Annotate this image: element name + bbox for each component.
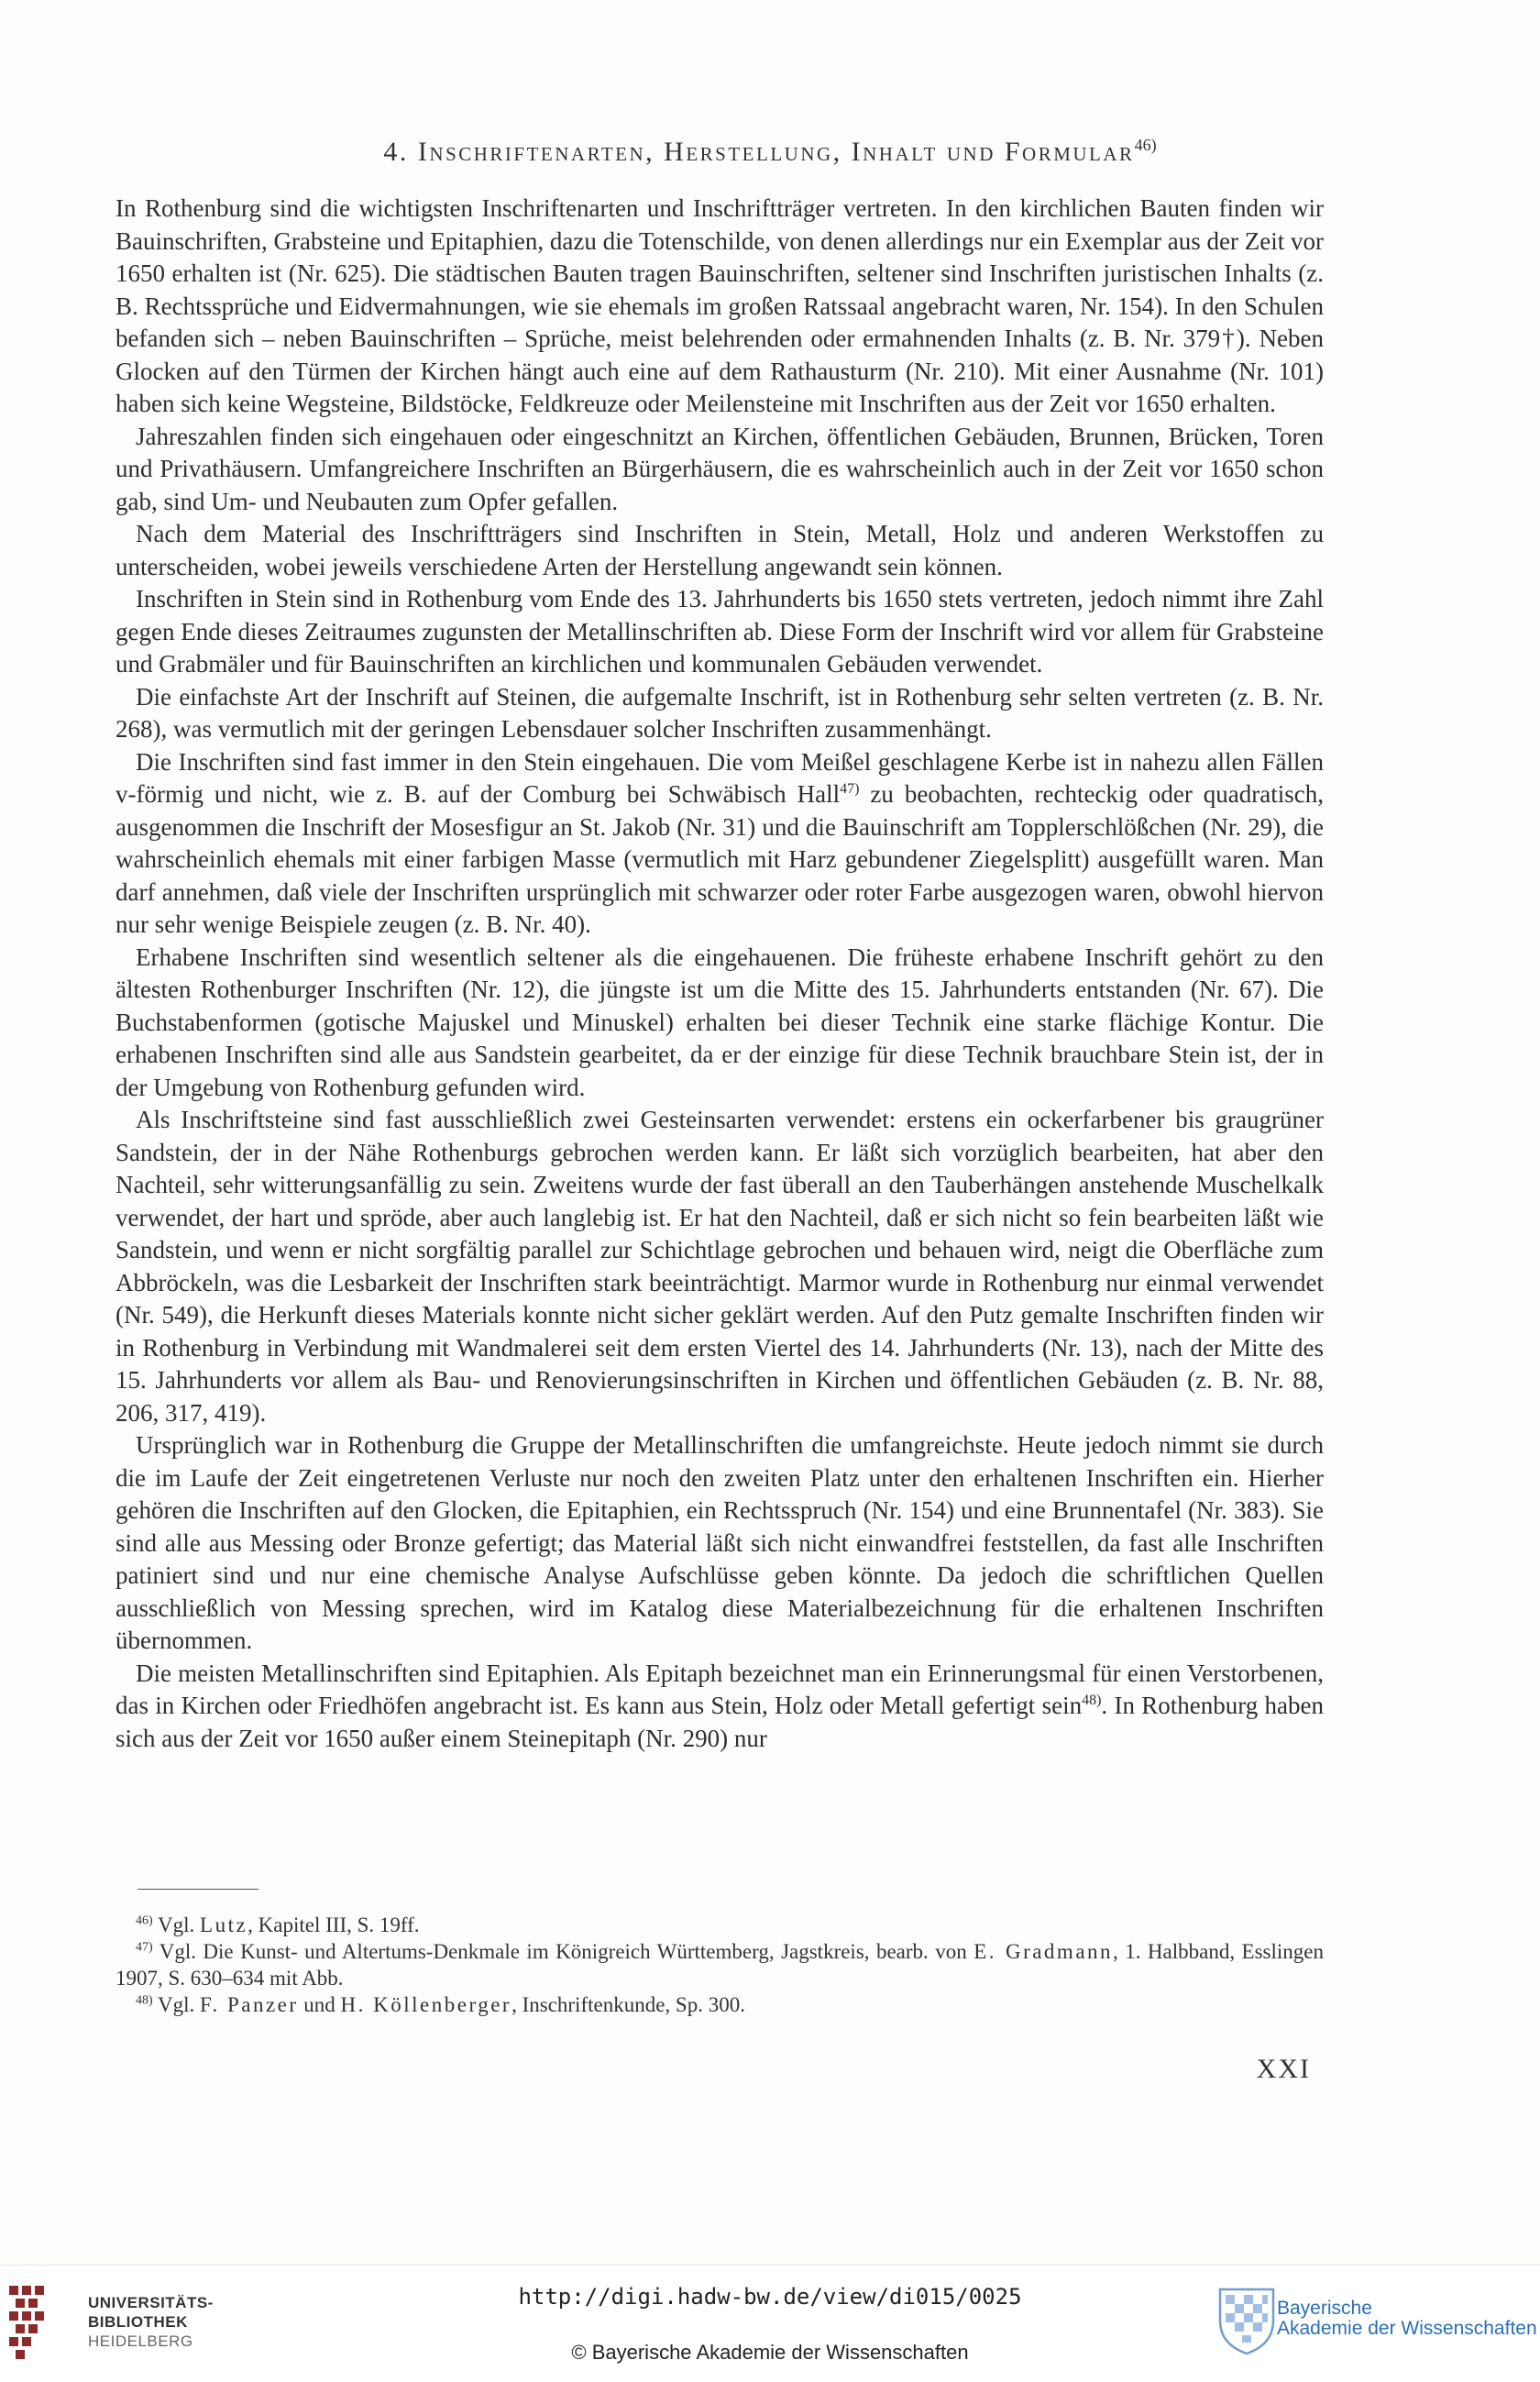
footnote-text: Vgl. (158, 1913, 201, 1936)
paragraph: Erhabene Inschriften sind wesentlich seltener als die eingehauenen. Die früheste erhabene Inschrift gehört zu den ältesten Rothenburger Inschriften (Nr. 12), die jüngste ist um die Mitte des 15. Jahrhunderts entstanden (Nr. 67). Die Buchstabenformen (gotische Majuskel und Minuskel) erhalten bei dieser Technik eine starke flächige Kontur. Die erhabenen Inschriften sind alle aus Sandstein gearbeitet, da er der einzige für diese Technik brauchbare Stein ist, der in der Umgebung von Rothenburg gefunden wird. (116, 943, 1324, 1101)
footnote-text: , Inschriftenkunde, Sp. 300. (512, 1993, 745, 2016)
footnote-text: Vgl. (158, 1993, 201, 2016)
copyright-notice: © Bayerische Akademie der Wissenschaften (571, 2341, 969, 2364)
footnote-mark: 47) (136, 1940, 153, 1955)
footnote-text: Vgl. Die Kunst- und Altertums-Denkmale im Königreich Württemberg, Jagstkreis, bearb. von (159, 1940, 974, 1963)
paragraph (116, 1658, 1324, 1756)
paragraph: Nach dem Material des Inschriftträgers sind Inschriften in Stein, Metall, Holz und anderen Werkstoffen zu unterscheiden, wobei jeweils verschiedene Arten der Herstellung angewandt sein können. (116, 520, 1324, 580)
paragraph: Als Inschriftsteine sind fast ausschließlich zwei Gesteinsarten verwendet: erstens ein ockerfarbener bis graugrüner Sandstein, der in der Nähe Rothenburgs gebrochen werden kann. Er läßt sich vorzüglich bearbeiten, hat aber den Nachteil, sehr witterungsanfällig zu sein. Zweitens wurde der fast überall an den Tauberhängen anstehende Muschelkalk verwendet, der hart und spröde, aber auch langlebig ist. Er hat den Nachteil, daß er sich nicht so fein bearbeiten läßt wie Sandstein, und wenn er nicht sorgfältig parallel zur Schichtlage gebrochen und behauen wird, neigt die Oberfläche zum Abbröckeln, was die Lesbarkeit der Inschriften stark beeinträchtigt. Marmor wurde in Rothenburg nur einmal verwendet (Nr. 549), die Herkunft dieses Materials konnte nicht sicher geklärt werden. Auf den Putz gemalte Inschriften finden wir in Rothenburg in Verbindung mit Wandmalerei seit dem ersten Viertel des 14. Jahrhunderts (Nr. 13), nach der Mitte des 15. Jahrhunderts vor allem als Bau- und Renovierungsinschriften in Kirchen und öffentlichen Gebäuden (z. B. Nr. 88, 206, 317, 419). (116, 1106, 1324, 1427)
academy-crest-icon[interactable] (1215, 2284, 1279, 2357)
viewer-footer (0, 2265, 1540, 2382)
paragraph (116, 746, 1324, 942)
paragraph-text: zu beobachten, rechteckig oder quadratisch, ausgenommen die Inschrift der Mosesfigur an St. Jakob (Nr. 31) und die Bauinschrift am Topplerschlößchen (Nr. 29), die wahrscheinlich ehemals mit einer farbigen Masse (vermutlich mit Harz gebundener Ziegelsplitt) ausgefüllt waren. Man darf annehmen, daß viele der Inschriften ursprünglich mit schwarzer oder roter Farbe ausgezogen waren, obwohl hiervon nur sehr wenige Beispiele zeugen (z. B. Nr. 40). (116, 780, 1325, 938)
paragraph-text: Die Inschriften sind fast immer in den Stein eingehauen. Die vom Meißel geschlagene Kerbe ist in nahezu allen Fällen v-förmig und nicht, wie z. B. auf der Comburg bei Schwäbisch Hall (116, 747, 1324, 808)
footnote-mark: 46) (136, 1913, 153, 1928)
footnote-text: , Kapitel III, S. 19ff. (248, 1913, 420, 1936)
heading-footnote-mark: 46) (1134, 136, 1157, 154)
page-number: XXI (1256, 2054, 1311, 2084)
footnote-reference[interactable]: 47) (840, 781, 860, 797)
academy-name-line: Bayerische (1277, 2298, 1372, 2319)
footnote-mark: 48) (136, 1993, 153, 2008)
footnote-text: und (298, 1993, 341, 2016)
section-heading (128, 136, 1412, 168)
paragraph: In Rothenburg sind die wichtigsten Inschriftenarten und Inschriftträger vertreten. In den kirchlichen Bauten finden wir Bauinschriften, Grabsteine und Epitaphien, dazu die Totenschilde, von denen allerdings nur ein Exemplar aus der Zeit vor 1650 erhalten ist (Nr. 625). Die städtischen Bauten tragen Bauinschriften, seltener sind Inschriften juristischen Inhalts (z. B. Rechtssprüche und Eidvermahnungen, wie sie ehemals im großen Ratssaal angebracht waren, Nr. 154). In den Schulen befanden sich – neben Bauinschriften – Sprüche, meist belehrenden oder ermahnenden Inhalts (z. B. Nr. 379†). Neben Glocken auf den Türmen der Kirchen hängt auch eine auf dem Rathausturm (Nr. 210). Mit einer Ausnahme (Nr. 101) haben sich keine Wegsteine, Bildstöcke, Feldkreuze oder Meilensteine mit Inschriften aus der Zeit vor 1650 erhalten. (116, 194, 1324, 417)
footnote-divider (138, 1889, 258, 1890)
paragraph: Die einfachste Art der Inschrift auf Steinen, die aufgemalte Inschrift, ist in Rothenburg sehr selten vertreten (z. B. Nr. 268), was vermutlich mit der geringen Lebensdauer solcher Inschriften zusammenhängt. (116, 682, 1324, 743)
paragraph-text: . In Rothenburg haben sich aus der Zeit vor 1650 außer einem Steinepitaph (Nr. 290) nur (116, 1692, 1324, 1752)
section-number: 4. (383, 137, 409, 167)
library-name-line: HEIDELBERG (88, 2332, 193, 2350)
paragraph: Ursprünglich war in Rothenburg die Gruppe der Metallinschriften die umfangreichste. Heute jedoch nimmt sie durch die im Laufe der Zeit eingetretenen Verluste nur noch den zweiten Platz unter den erhaltenen Inschriften ein. Hierher gehören die Inschriften auf den Glocken, die Epitaphien, ein Rechtsspruch (Nr. 154) und eine Brunnentafel (Nr. 383). Sie sind alle aus Messing oder Bronze gefertigt; das Material läßt sich nicht einwandfrei feststellen, da fast alle Inschriften patiniert sind und nur eine chemische Analyse Aufschlüsse geben könnte. Da jedoch die schriftlichen Quellen ausschließlich von Messing sprechen, wird im Katalog diese Materialbezeichnung für die erhaltenen Inschriften übernommen. (116, 1431, 1324, 1654)
footnote (116, 1912, 1324, 1938)
paragraph: Inschriften in Stein sind in Rothenburg vom Ende des 13. Jahrhunderts bis 1650 stets vertreten, jedoch nimmt ihre Zahl gegen Ende dieses Zeitraumes zugunsten der Metallinschriften ab. Diese Form der Inschrift wird vor allem für Grabsteine und Grabmäler und für Bauinschriften an kirchlichen und kommunalen Gebäuden verwendet. (116, 585, 1324, 678)
footnote-author: H. Köllenberger (340, 1993, 512, 2016)
permalink-url[interactable]: http://digi.hadw-bw.de/view/di015/0025 (518, 2284, 1022, 2310)
footnote-author: F. Panzer (200, 1993, 299, 2016)
library-name-line: UNIVERSITÄTS- (88, 2294, 214, 2311)
section-title: Inschriftenarten, Herstellung, Inhalt und Formular (417, 137, 1135, 167)
footnotes (116, 1912, 1324, 2018)
paragraph: Jahreszahlen finden sich eingehauen oder eingeschnitzt an Kirchen, öffentlichen Gebäuden, Brunnen, Brücken, Toren und Privathäusern. Umfangreichere Inschriften an Bürgerhäusern, die es wahrscheinlich auch in der Zeit vor 1650 schon gab, sind Um- und Neubauten zum Opfer gefallen. (116, 422, 1324, 515)
library-name-line: BIBLIOTHEK (88, 2313, 188, 2331)
footnote (116, 1991, 1324, 2018)
footnote-reference[interactable]: 48) (1082, 1693, 1102, 1708)
footnote-text: , 1. Halbband, Esslingen 1907, S. 630–634 mit Abb. (116, 1940, 1324, 1990)
paragraph-text: Die meisten Metallinschriften sind Epitaphien. Als Epitaph bezeichnet man ein Erinnerungsmal für einen Verstorbenen, das in Kirchen oder Friedhöfen angebracht ist. Es kann aus Stein, Holz oder Metall gefertigt sein (116, 1659, 1324, 1719)
body-text (116, 193, 1324, 1755)
footnote (116, 1938, 1324, 1991)
academy-name-line: Akademie der Wissenschaften (1277, 2318, 1537, 2339)
footnote-author: Lutz (200, 1913, 248, 1936)
footnote-author: E. Gradmann (974, 1940, 1114, 1963)
academy-name[interactable] (1277, 2299, 1537, 2339)
